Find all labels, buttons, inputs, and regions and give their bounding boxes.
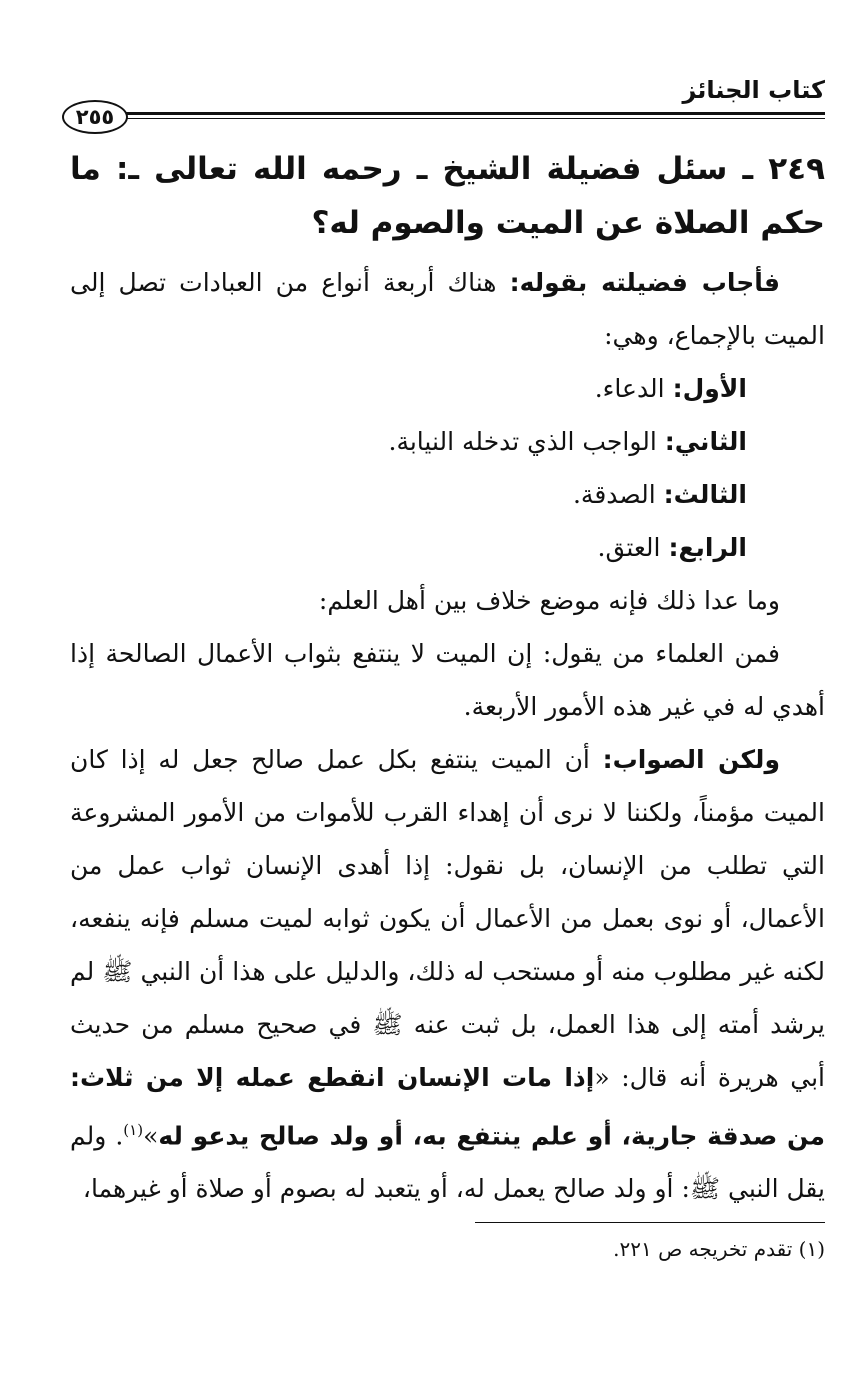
question-text: ـ سئل فضيلة الشيخ ـ رحمه الله تعالى ـ: ما حكم الصلاة عن الميت والصوم له؟ bbox=[70, 151, 825, 241]
footnote-rule bbox=[475, 1222, 825, 1223]
book-page bbox=[70, 70, 825, 1330]
list-item bbox=[70, 362, 825, 415]
answer-lead: فأجاب فضيلته بقوله: bbox=[509, 268, 780, 297]
running-header bbox=[70, 70, 825, 130]
chapter-title: كتاب الجنائز bbox=[682, 76, 825, 104]
question-heading bbox=[70, 142, 825, 250]
list-item-label: الرابع: bbox=[668, 533, 747, 562]
footnote-marker: (١) bbox=[123, 1121, 144, 1139]
header-rule-thin bbox=[125, 118, 825, 119]
footnote: (١) تقدم تخريجه ص ٢٢١. bbox=[613, 1237, 825, 1261]
list-item bbox=[70, 468, 825, 521]
question-number: ٢٤٩ bbox=[768, 151, 825, 187]
answer-intro: هناك أربعة أنواع من العبادات تصل إلى الميت بالإجماع، وهي: bbox=[70, 268, 825, 350]
hadith-close: » bbox=[143, 1121, 159, 1151]
list-item-text: الدعاء. bbox=[594, 374, 673, 403]
correct-view-lead: ولكن الصواب: bbox=[602, 745, 780, 774]
list-item-text: الصدقة. bbox=[572, 480, 664, 509]
list-item-text: الواجب الذي تدخله النيابة. bbox=[388, 427, 665, 456]
paragraph-scholars-view: فمن العلماء من يقول: إن الميت لا ينتفع بثواب الأعمال الصالحة إذا أهدي له في غير هذه الأمور الأربعة. bbox=[70, 639, 825, 721]
answer-intro-paragraph bbox=[70, 256, 825, 362]
hadith-quote: إذا مات الإنسان انقطع عمله إلا من ثلاث: من صدقة جارية، أو علم ينتفع به، أو ولد صالح يدعو له bbox=[70, 1063, 825, 1151]
list-item bbox=[70, 415, 825, 468]
header-rule-thick bbox=[125, 112, 825, 115]
ibadat-list bbox=[70, 362, 825, 574]
list-item-label: الأول: bbox=[672, 374, 747, 403]
correct-view-end: . ولم يقل النبي ﷺ: أو ولد صالح يعمل له، أو يتعبد له بصوم أو صلاة أو غيرهما، bbox=[70, 1121, 825, 1204]
correct-view-text: أن الميت ينتفع بكل عمل صالح جعل له إذا كان الميت مؤمناً، ولكننا لا نرى أن إهداء القرب للأموات من الأمور المشروعة التي تطلب من الإنسان، بل نقول: إذا أهدى الإنسان ثواب عمل من الأعمال، أو نوى بعمل من الأعمال أن يكون ثوابه لميت مسلم فإنه ينفعه، لكنه غير مطلوب منه أو مستحب له ذلك، والدليل على هذا أن النبي ﷺ لم يرشد أمته إلى هذا العمل، بل ثبت عنه ﷺ في صحيح مسلم من حديث أبي هريرة أنه قال: « bbox=[70, 745, 825, 1092]
list-item-label: الثالث: bbox=[663, 480, 747, 509]
page-body bbox=[70, 142, 825, 1215]
list-item bbox=[70, 521, 825, 574]
paragraph-correct-view bbox=[70, 733, 825, 1215]
list-item-text: العتق. bbox=[597, 533, 669, 562]
paragraph-disagreement: وما عدا ذلك فإنه موضع خلاف بين أهل العلم: bbox=[318, 586, 780, 615]
page-number: ٢٥٥ bbox=[62, 100, 128, 134]
list-item-label: الثاني: bbox=[664, 427, 747, 456]
